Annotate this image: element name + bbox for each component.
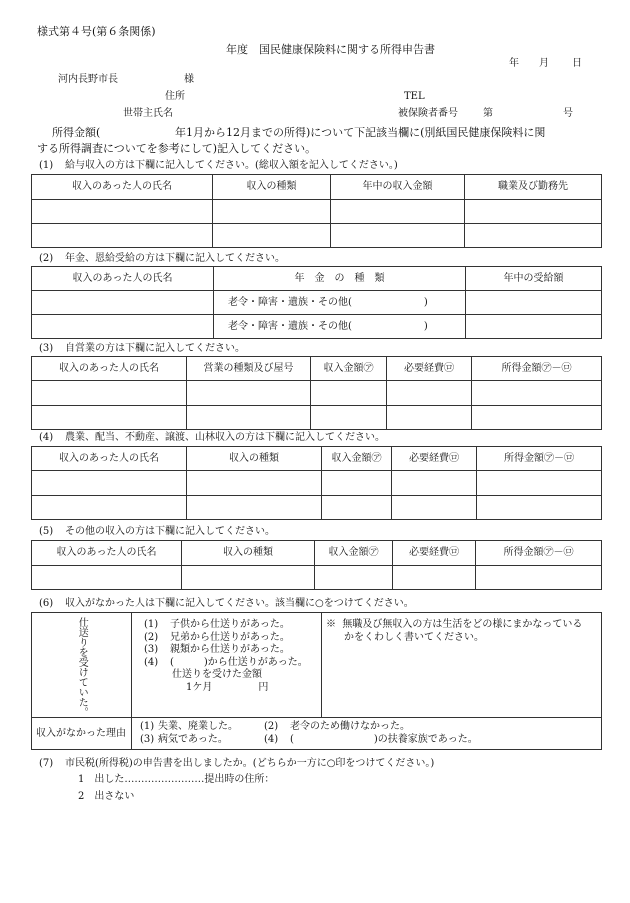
section-6-title: 収入がなかった人は下欄に記入してください。該当欄に○をつけてください。 — [65, 598, 414, 609]
table-row — [32, 406, 602, 430]
s1-r1-name-cell[interactable] — [32, 200, 213, 224]
s3-r1-expenses-cell[interactable] — [387, 381, 472, 406]
s4-r1-income-cell[interactable] — [477, 471, 602, 496]
s5-header-expenses: 必要経費㋺ — [393, 541, 476, 566]
s4-r2-name-cell[interactable] — [32, 496, 187, 520]
s4-r2-revenue-cell[interactable] — [322, 496, 392, 520]
no-income-table — [31, 612, 602, 750]
s4-r1-type-cell[interactable] — [187, 471, 322, 496]
s1-header-amount: 年中の収入金額 — [331, 175, 465, 200]
support-option-1[interactable]: (1) 子供から仕送りがあった。 — [144, 619, 290, 630]
address-label: 住所 — [165, 91, 185, 102]
s5-header-revenue: 収入金額㋐ — [315, 541, 393, 566]
date-month-label: 月 — [539, 58, 549, 69]
tax-return-option-not-filed[interactable]: 2 出さない — [78, 791, 135, 802]
s5-r1-revenue-cell[interactable] — [315, 566, 393, 590]
tax-return-option-filed[interactable]: 1 出した……………………提出時の住所： — [78, 774, 275, 785]
support-vertical-label: 仕送りを受けていた。 — [76, 617, 88, 717]
reason-row-2 — [140, 734, 597, 747]
pension-choice-text: 老令・障害・遺族・その他( — [228, 296, 352, 308]
pension-choice-close: ) — [423, 320, 428, 332]
support-vertical-cell — [32, 613, 132, 718]
section-1-heading — [39, 160, 398, 172]
addressee-mayor: 河内長野市長 — [58, 74, 118, 85]
s3-header-expenses: 必要経費㋺ — [387, 357, 472, 381]
s4-header-expenses: 必要経費㋺ — [392, 447, 477, 471]
living-explanation-cell[interactable] — [322, 613, 602, 718]
table-row — [32, 471, 602, 496]
section-1-number: (1) — [39, 160, 54, 171]
support-options-cell[interactable] — [132, 613, 322, 718]
form-number: 様式第４号(第６条関係) — [37, 25, 156, 38]
s1-header-name: 収入のあった人の氏名 — [32, 175, 213, 200]
table-row — [32, 224, 602, 248]
section-2-heading — [39, 253, 285, 265]
section-2-number: (2) — [39, 253, 54, 264]
reason-option-2[interactable]: (2) 老令のため働けなかった。 — [264, 721, 410, 732]
s5-r1-type-cell[interactable] — [182, 566, 315, 590]
section-7-number: (7) — [39, 758, 54, 769]
section-4-title: 農業、配当、不動産、譲渡、山林収入の方は下欄に記入してください。 — [65, 432, 385, 443]
table-row — [32, 200, 602, 224]
s3-header-name: 収入のあった人の氏名 — [32, 357, 187, 381]
section-2-title: 年金、恩給受給の方は下欄に記入してください。 — [65, 253, 285, 264]
intro-line1-a: 所得金額( — [52, 126, 101, 139]
s4-header-name: 収入のあった人の氏名 — [32, 447, 187, 471]
salary-income-table — [31, 174, 602, 248]
support-option-3[interactable]: (3) 親類から仕送りがあった。 — [144, 644, 290, 655]
s4-r2-income-cell[interactable] — [477, 496, 602, 520]
section-3-title: 自営業の方は下欄に記入してください。 — [65, 343, 245, 354]
s2-header-amount: 年中の受給額 — [466, 267, 602, 291]
household-head-label: 世帯主氏名 — [123, 108, 173, 119]
s5-header-type: 収入の種類 — [182, 541, 315, 566]
s2-r1-amount-cell[interactable] — [466, 291, 602, 315]
s4-r1-expenses-cell[interactable] — [392, 471, 477, 496]
section-7-heading — [39, 758, 434, 770]
support-option-2[interactable]: (2) 兄弟から仕送りがあった。 — [144, 631, 290, 643]
pension-choice-close: ) — [423, 296, 428, 308]
reason-option-3[interactable]: (3) 病気であった。 — [140, 733, 228, 745]
s1-r2-employer-cell[interactable] — [465, 224, 602, 248]
other-business-income-table — [31, 446, 602, 520]
s1-header-type: 収入の種類 — [213, 175, 331, 200]
s2-r2-amount-cell[interactable] — [466, 315, 602, 339]
s5-r1-name-cell[interactable] — [32, 566, 182, 590]
note-line-1: ※ 無職及び無収入の方は生活をどの様にまかなっている — [326, 619, 583, 630]
pension-income-table — [31, 266, 602, 339]
other-income-table — [31, 540, 602, 590]
table-row — [32, 315, 602, 339]
s3-r1-business-cell[interactable] — [187, 381, 311, 406]
s4-header-income: 所得金額㋐－㋺ — [477, 447, 602, 471]
s3-header-business: 営業の種類及び屋号 — [187, 357, 311, 381]
intro-line2: する所得調査についてを参考にして)記入してください。 — [37, 142, 317, 155]
s5-r1-expenses-cell[interactable] — [393, 566, 476, 590]
intro-line1-b: 年1月から12月までの所得)について下記該当欄に(別紙国民健康保険料に関 — [175, 126, 546, 139]
s3-r2-expenses-cell[interactable] — [387, 406, 472, 430]
s3-r1-revenue-cell[interactable] — [311, 381, 387, 406]
table-row — [32, 496, 602, 520]
s1-r2-name-cell[interactable] — [32, 224, 213, 248]
s1-r1-employer-cell[interactable] — [465, 200, 602, 224]
s4-header-revenue: 収入金額㋐ — [322, 447, 392, 471]
per-month-label: 1ケ月 — [186, 681, 213, 693]
s1-r1-amount-cell[interactable] — [331, 200, 465, 224]
reason-option-1[interactable]: (1) 失業、廃業した。 — [140, 721, 238, 732]
support-amount-label: 仕送りを受けた金額 — [172, 669, 262, 680]
section-7-title: 市民税(所得税)の申告書を出しましたか。(どちらか一方に○印をつけてください。) — [65, 758, 435, 769]
s3-r2-revenue-cell[interactable] — [311, 406, 387, 430]
s2-r1-name-cell[interactable] — [32, 291, 214, 315]
date-year-label: 年 — [509, 58, 519, 69]
s3-header-income: 所得金額㋐－㋺ — [472, 357, 602, 381]
s3-r2-income-cell[interactable] — [472, 406, 602, 430]
section-4-heading — [39, 432, 385, 444]
s2-r2-name-cell[interactable] — [32, 315, 214, 339]
insured-number-label: 被保険者番号 — [398, 108, 458, 119]
table-row — [32, 566, 602, 590]
addressee-sama: 様 — [184, 74, 194, 85]
section-1-title: 給与収入の方は下欄に記入してください。(総収入額を記入してください。) — [65, 160, 398, 171]
yen-label: 円 — [258, 681, 269, 693]
section-5-title: その他の収入の方は下欄に記入してください。 — [65, 526, 275, 537]
insured-number-go: 号 — [563, 108, 573, 119]
self-employment-table — [31, 356, 602, 430]
s4-r2-expenses-cell[interactable] — [392, 496, 477, 520]
section-6-heading — [39, 598, 414, 610]
s4-header-type: 収入の種類 — [187, 447, 322, 471]
reason-row-1 — [140, 721, 597, 734]
tel-label: TEL — [404, 91, 425, 102]
s1-r1-type-cell[interactable] — [213, 200, 331, 224]
s3-r2-business-cell[interactable] — [187, 406, 311, 430]
note-mark: ※ — [326, 619, 336, 630]
s4-r1-revenue-cell[interactable] — [322, 471, 392, 496]
s5-header-name: 収入のあった人の氏名 — [32, 541, 182, 566]
s2-r1-pension-type-cell[interactable] — [214, 291, 466, 315]
table-row — [32, 381, 602, 406]
support-option-4[interactable]: (4) ( )から仕送りがあった。 — [144, 656, 308, 668]
s2-header-name: 収入のあった人の氏名 — [32, 267, 214, 291]
section-5-number: (5) — [39, 526, 54, 537]
section-3-number: (3) — [39, 343, 54, 354]
s3-r1-name-cell[interactable] — [32, 381, 187, 406]
s4-r2-type-cell[interactable] — [187, 496, 322, 520]
s5-header-income: 所得金額㋐－㋺ — [476, 541, 602, 566]
section-4-number: (4) — [39, 432, 54, 443]
form-title: 年度 国民健康保険料に関する所得申告書 — [226, 43, 435, 56]
table-row — [32, 291, 602, 315]
reason-label-cell: 収入がなかった理由 — [32, 718, 132, 750]
s1-header-employer: 職業及び勤務先 — [465, 175, 602, 200]
s4-r1-name-cell[interactable] — [32, 471, 187, 496]
reason-options-cell[interactable] — [132, 718, 602, 750]
pension-choice-text: 老令・障害・遺族・その他( — [228, 320, 352, 332]
section-3-heading — [39, 343, 245, 355]
note-line-2: かをくわしく書いてください。 — [344, 631, 484, 643]
reason-option-4[interactable]: (4) ( )の扶養家族であった。 — [264, 733, 478, 745]
s5-r1-income-cell[interactable] — [476, 566, 602, 590]
s2-header-pension-type: 年 金 の 種 類 — [214, 267, 466, 291]
section-5-heading — [39, 526, 275, 538]
date-day-label: 日 — [572, 58, 582, 69]
s2-r2-pension-type-cell[interactable] — [214, 315, 466, 339]
insured-number-dai: 第 — [483, 108, 493, 119]
section-6-number: (6) — [39, 598, 54, 609]
s3-r1-income-cell[interactable] — [472, 381, 602, 406]
s3-r2-name-cell[interactable] — [32, 406, 187, 430]
s3-header-revenue: 収入金額㋐ — [311, 357, 387, 381]
s1-r2-amount-cell[interactable] — [331, 224, 465, 248]
s1-r2-type-cell[interactable] — [213, 224, 331, 248]
support-amount-row[interactable] — [144, 682, 317, 695]
